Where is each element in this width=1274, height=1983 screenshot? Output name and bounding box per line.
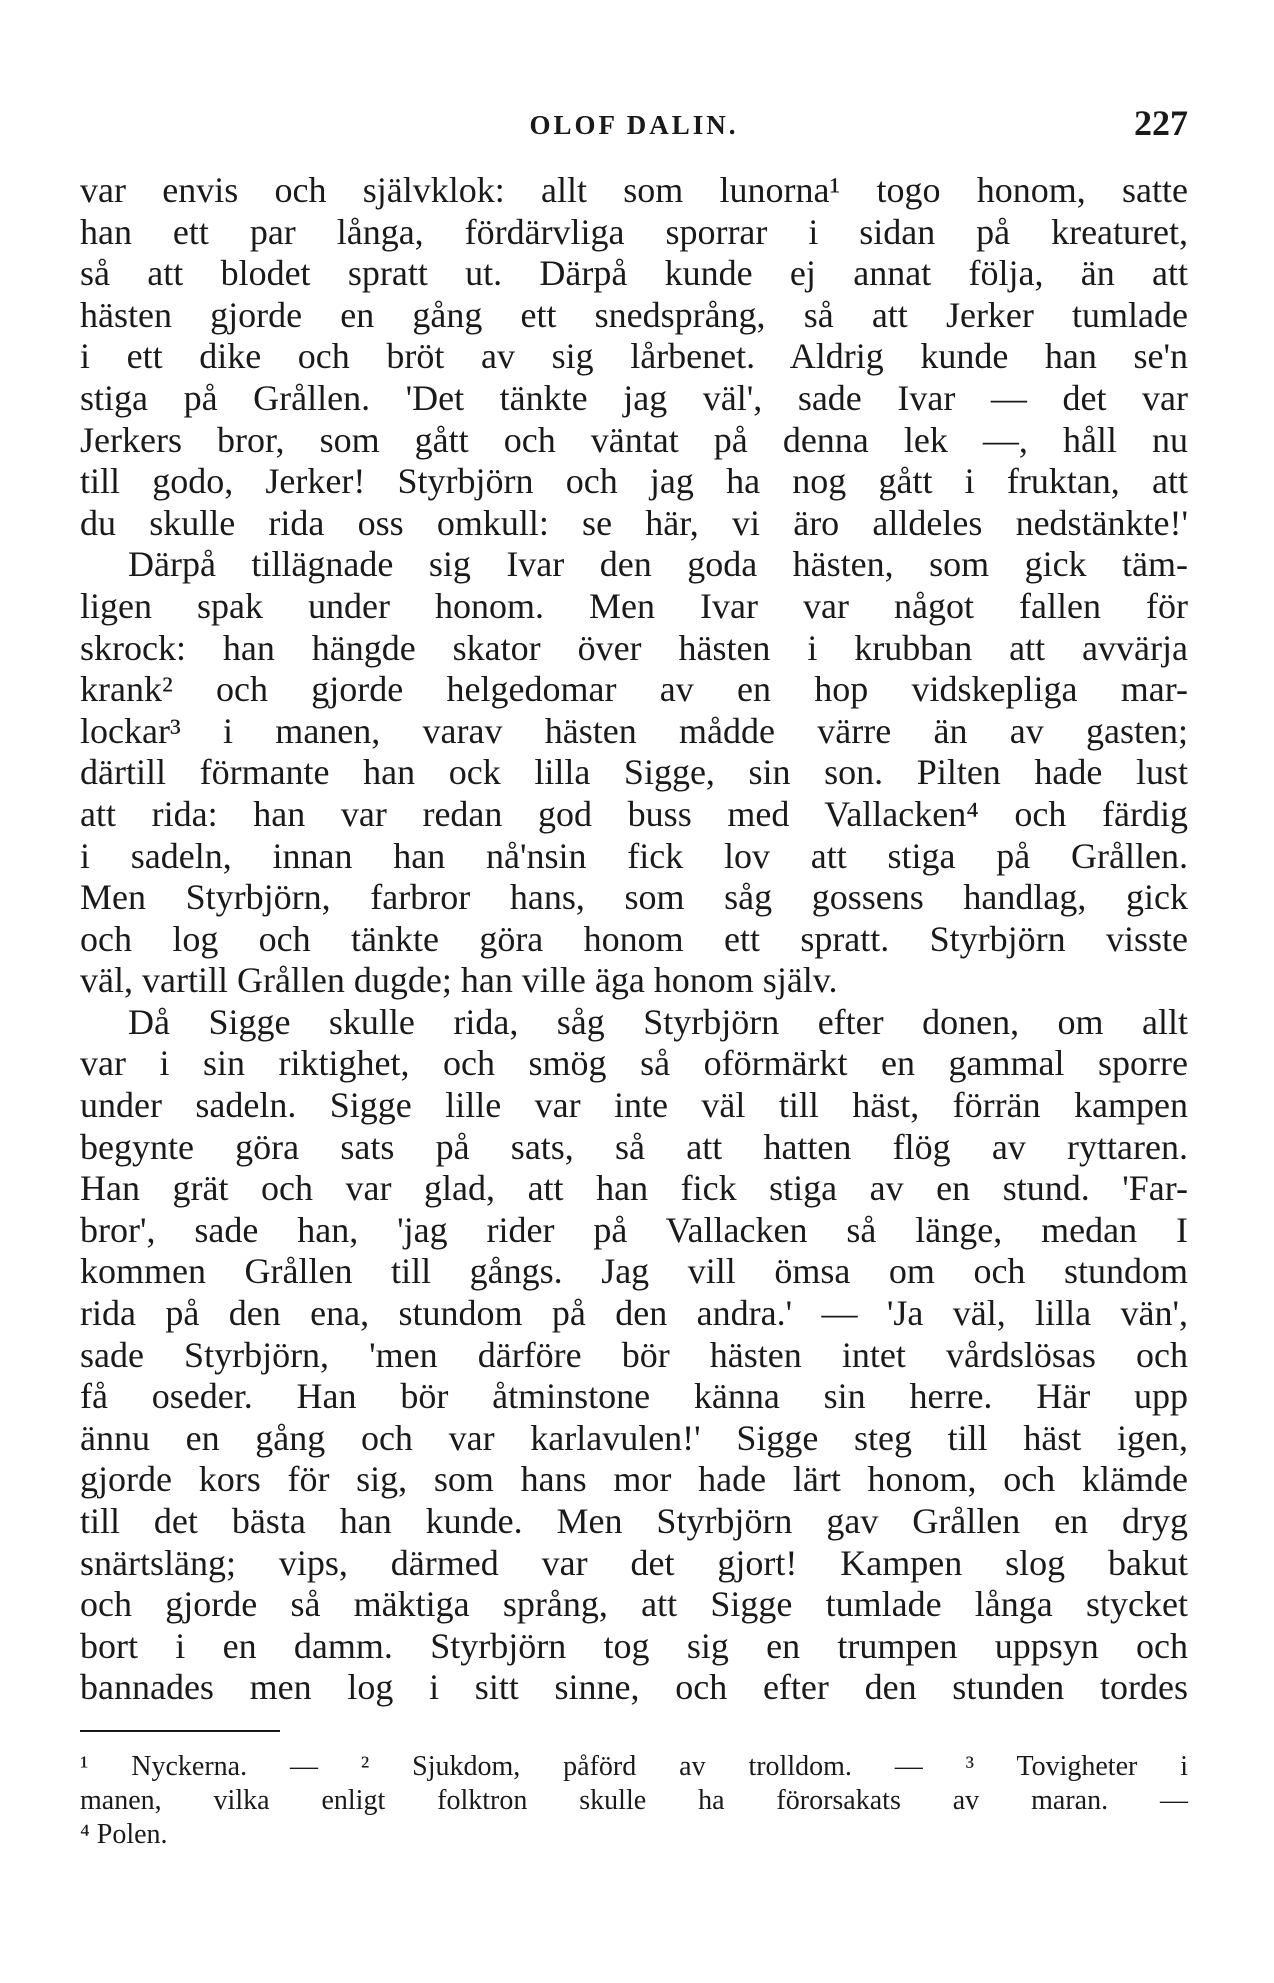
text-line: Då Sigge skulle rida, såg Styrbjörn efter donen, om allt	[128, 1001, 1188, 1042]
text-line: Jerkers bror, som gått och väntat på denna lek —, håll nu	[80, 419, 1188, 460]
footnotes	[80, 1750, 1188, 1852]
text-line: du skulle rida oss omkull: se här, vi äro alldeles nedstänkte!'	[80, 502, 1188, 543]
text-line: lockar³ i manen, varav hästen mådde värre än av gasten;	[80, 710, 1188, 751]
text-line: under sadeln. Sigge lille var inte väl till häst, förrän kampen	[80, 1085, 1188, 1126]
text-line: var i sin riktighet, och smög så oförmärkt en gammal sporre	[80, 1043, 1188, 1084]
text-line: rida på den ena, stundom på den andra.' — 'Ja väl, lilla vän',	[80, 1293, 1188, 1334]
text-line: därtill förmante han ock lilla Sigge, sin son. Pilten hade lust	[80, 752, 1188, 793]
text-line: bror', sade han, 'jag rider på Vallacken så länge, medan I	[80, 1209, 1188, 1250]
text-line: att rida: han var redan god buss med Vallacken⁴ och färdig	[80, 793, 1188, 834]
text-line: stiga på Grållen. 'Det tänkte jag väl', sade Ivar — det var	[80, 377, 1188, 418]
text-line: krank² och gjorde helgedomar av en hop vidskepliga mar-	[80, 669, 1188, 710]
text-line: bannades men log i sitt sinne, och efter den stunden tordes	[80, 1667, 1188, 1708]
text-line: snärtsläng; vips, därmed var det gjort! Kampen slog bakut	[80, 1542, 1188, 1583]
text-line: han ett par långa, fördärvliga sporrar i sidan på kreaturet,	[80, 211, 1188, 252]
text-line: få oseder. Han bör åtminstone känna sin herre. Här upp	[80, 1376, 1188, 1417]
text-line: Men Styrbjörn, farbror hans, som såg gossens handlag, gick	[80, 877, 1188, 918]
text-line: skrock: han hängde skator över hästen i krubban att avvärja	[80, 627, 1188, 668]
text-line: gjorde kors för sig, som hans mor hade lärt honom, och klämde	[80, 1459, 1188, 1500]
page-number: 227	[1134, 103, 1188, 143]
text-line: begynte göra sats på sats, så att hatten flög av ryttaren.	[80, 1126, 1188, 1167]
text-line: och log och tänkte göra honom ett spratt. Styrbjörn visste	[80, 918, 1188, 959]
text-line: till det bästa han kunde. Men Styrbjörn gav Grållen en dryg	[80, 1501, 1188, 1541]
text-line: väl, vartill Grållen dugde; han ville äga honom själv.	[80, 960, 838, 1001]
footnote-line: ⁴ Polen.	[80, 1819, 168, 1850]
running-header	[80, 98, 1188, 148]
text-line: Han grät och var glad, att han fick stiga av en stund. 'Far-	[80, 1168, 1188, 1209]
text-line: kommen Grållen till gångs. Jag vill ömsa om och stundom	[80, 1251, 1188, 1292]
text-line: bort i en damm. Styrbjörn tog sig en trumpen uppsyn och	[80, 1625, 1188, 1666]
text-line: ännu en gång och var karlavulen!' Sigge steg till häst igen,	[80, 1417, 1188, 1458]
text-line: sade Styrbjörn, 'men därföre bör hästen intet vårdslösas och	[80, 1334, 1188, 1375]
text-line: i ett dike och bröt av sig lårbenet. Aldrig kunde han se'n	[80, 336, 1188, 377]
footnote-line: manen, vilka enligt folktron skulle ha förorsakats av maran. —	[80, 1785, 1188, 1816]
text-line: i sadeln, innan han nå'nsin fick lov att stiga på Grållen.	[80, 835, 1188, 876]
running-title: OLOF DALIN.	[529, 110, 739, 140]
footnote-line: ¹ Nyckerna. — ² Sjukdom, påförd av trolldom. — ³ Tovigheter i	[80, 1751, 1188, 1782]
body-text	[80, 170, 1188, 1709]
footnote-divider	[80, 1730, 280, 1732]
text-line: och gjorde så mäktiga språng, att Sigge tumlade långa stycket	[80, 1584, 1188, 1625]
text-line: ligen spak under honom. Men Ivar var något fallen för	[80, 585, 1188, 626]
text-line: till godo, Jerker! Styrbjörn och jag ha nog gått i fruktan, att	[80, 461, 1188, 502]
text-line: Därpå tillägnade sig Ivar den goda hästen, som gick täm-	[128, 544, 1188, 585]
text-line: så att blodet spratt ut. Därpå kunde ej annat följa, än att	[80, 253, 1188, 294]
text-line: hästen gjorde en gång ett snedsprång, så att Jerker tumlade	[80, 294, 1188, 335]
text-line: var envis och självklok: allt som lunorna¹ togo honom, satte	[80, 170, 1188, 210]
